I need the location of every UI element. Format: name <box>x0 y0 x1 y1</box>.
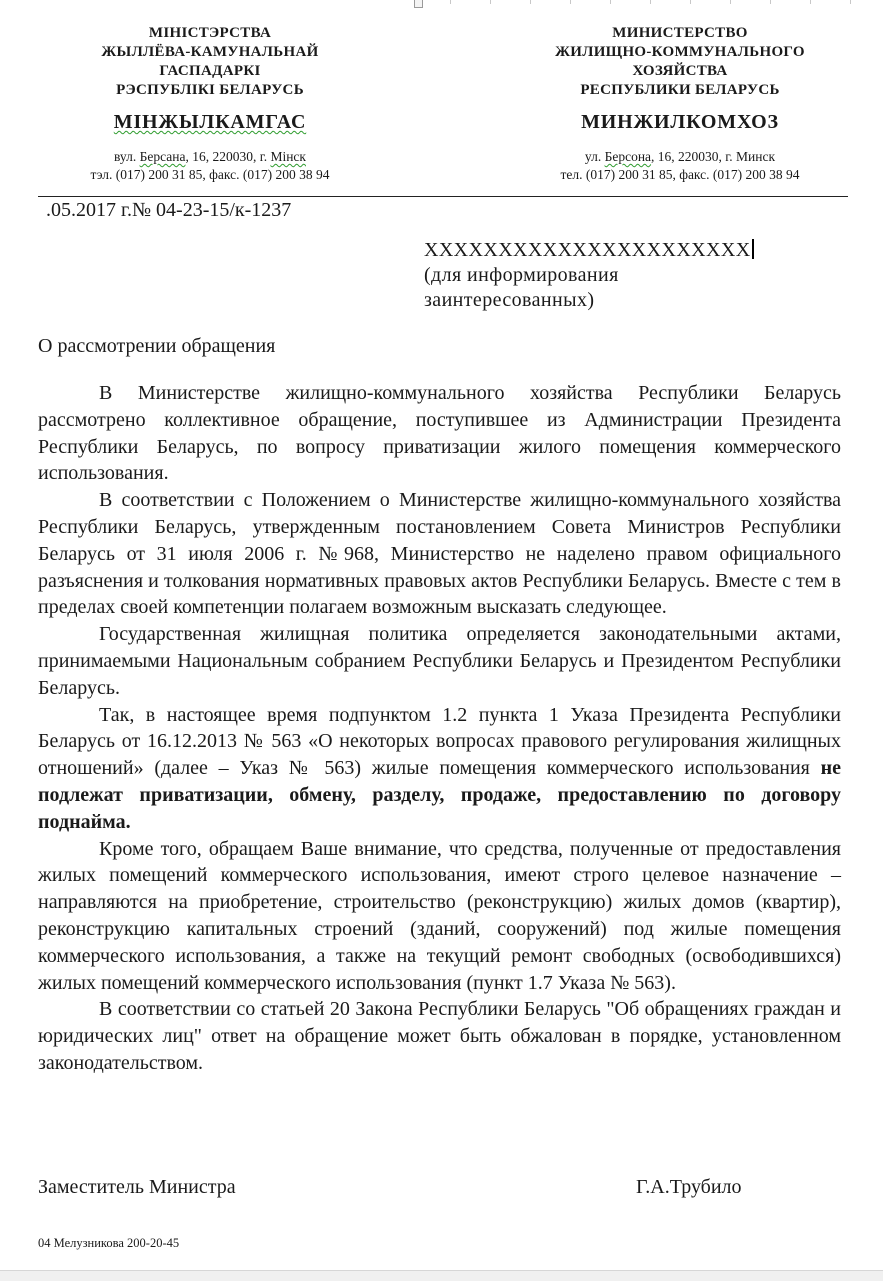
body-paragraph: В соответствии с Положением о Министерстве жилищно-коммунального хозяйства Республики Беларусь, утвержденным постановлением Совета Министров Республики Беларусь от 31 июля 2006 г. №968, Министерство не наделено правом официального разъяснения и толкования нормативных правовых актов Республики Беларусь. Вместе с тем в пределах своей компетенции полагаем возможным высказать следующее. <box>38 489 841 619</box>
org-name-line: РЭСПУБЛІКІ БЕЛАРУСЬ <box>116 82 304 98</box>
addressee-name-text: ХХХХХХХХХХХХХХХХХХХХХХ <box>424 239 751 261</box>
address-mid: , 16, 220030, г. <box>185 149 268 164</box>
status-bar <box>0 1270 883 1281</box>
body-paragraph: В соответствии со статьей 20 Закона Республики Беларусь "Об обращениях граждан и юридических лиц" ответ на обращение может быть обжалован в порядке, установленном законодательством. <box>38 998 841 1074</box>
bold-emphasis: не подлежат приватизации, обмену, разделу, продаже, предоставлению по договору поднайма. <box>38 757 841 833</box>
indent-marker-icon[interactable] <box>414 0 423 8</box>
address-street: Берсона <box>604 149 652 164</box>
org-phone: тэл. (017) 200 31 85, факс. (017) 200 38 94 <box>90 167 330 182</box>
ruler-tick <box>810 0 811 4</box>
address-city: Мінск <box>270 149 306 164</box>
org-name-line: ЖЫЛЛЁВА-КАМУНАЛЬНАЙ <box>101 44 319 60</box>
ruler-tick <box>610 0 611 4</box>
ruler-tick <box>570 0 571 4</box>
ruler-tick <box>730 0 731 4</box>
ruler-tick <box>530 0 531 4</box>
ruler-tick <box>770 0 771 4</box>
org-address <box>60 148 360 184</box>
org-name-line: МІНІСТЭРСТВА <box>148 25 272 41</box>
ruler-bar[interactable] <box>0 0 883 10</box>
org-phone: тел. (017) 200 31 85, факс. (017) 200 38 94 <box>560 167 800 182</box>
signatory-name: Г.А.Трубило <box>636 1176 742 1198</box>
letter-body <box>38 380 841 1077</box>
address-prefix: ул. <box>584 149 602 164</box>
address-prefix: вул. <box>114 149 137 164</box>
org-name-line: ЖИЛИЩНО-КОММУНАЛЬНОГО <box>555 44 805 60</box>
letterhead-belarusian <box>60 24 360 184</box>
ruler-tick <box>490 0 491 4</box>
body-paragraph <box>38 702 841 836</box>
org-name-line: ХОЗЯЙСТВА <box>632 63 728 79</box>
org-name-line: МИНИСТЕРСТВО <box>612 25 748 41</box>
paragraph-text: Так, в настоящее время подпунктом 1.2 пункта 1 Указа Президента Республики Беларусь от 16.12.2013 № 563 «О некоторых вопросах правового регулирования жилищных отношений» (далее – Указ № 563) жилые помещения коммерческого использования <box>38 703 841 780</box>
ruler-tick <box>650 0 651 4</box>
addressee-note-line: заинтересованных) <box>424 289 595 311</box>
addressee-block[interactable] <box>424 238 754 313</box>
ruler-tick <box>690 0 691 4</box>
addressee-note-line: (для информирования <box>424 264 619 286</box>
body-paragraph: Государственная жилищная политика определяется законодательными актами, принимаемыми Национальным собранием Республики Беларусь и Президентом Республики Беларусь. <box>38 623 841 699</box>
org-name-line: ГАСПАДАРКІ <box>159 63 261 79</box>
executor-note: 04 Мелузникова 200-20-45 <box>38 1236 180 1250</box>
org-abbreviation <box>60 113 360 132</box>
letter-subject: О рассмотрении обращения <box>38 335 276 357</box>
text-cursor <box>752 239 754 259</box>
registration-number: .05.2017 г.№ 04-23-15/к-1237 <box>46 199 292 221</box>
address-street: Берсана <box>139 149 186 164</box>
ruler-tick <box>850 0 851 4</box>
org-name-line: РЕСПУБЛИКИ БЕЛАРУСЬ <box>580 82 780 98</box>
addressee-name[interactable] <box>424 238 754 263</box>
letterhead-russian <box>520 24 840 184</box>
body-paragraph: В Министерстве жилищно-коммунального хозяйства Республики Беларусь рассмотрено коллективное обращение, поступившее из Администрации Президента Республики Беларусь, по вопросу приватизации жилого помещения коммерческого использования. <box>38 382 841 485</box>
signatory-title: Заместитель Министра <box>38 1176 236 1198</box>
address-rest: , 16, 220030, г. Минск <box>651 149 776 164</box>
org-address <box>520 148 840 184</box>
ruler-tick <box>450 0 451 4</box>
body-paragraph: Кроме того, обращаем Ваше внимание, что средства, полученные от предоставления жилых помещений коммерческого использования, имеют строго целевое назначение – направляются на приобретение, строительство (реконструкцию) жилых домов (квартир), реконструкцию капитальных строений (зданий, сооружений) под жилые помещения коммерческого использования, а также на текущий ремонт свободных (освободившихся) жилых помещений коммерческого использования (пункт 1.7 Указа № 563). <box>38 837 841 994</box>
org-abbreviation: МИНЖИЛКОМХОЗ <box>581 111 779 133</box>
spellcheck-underline: МІНЖЫЛКАМГАС <box>113 111 307 133</box>
